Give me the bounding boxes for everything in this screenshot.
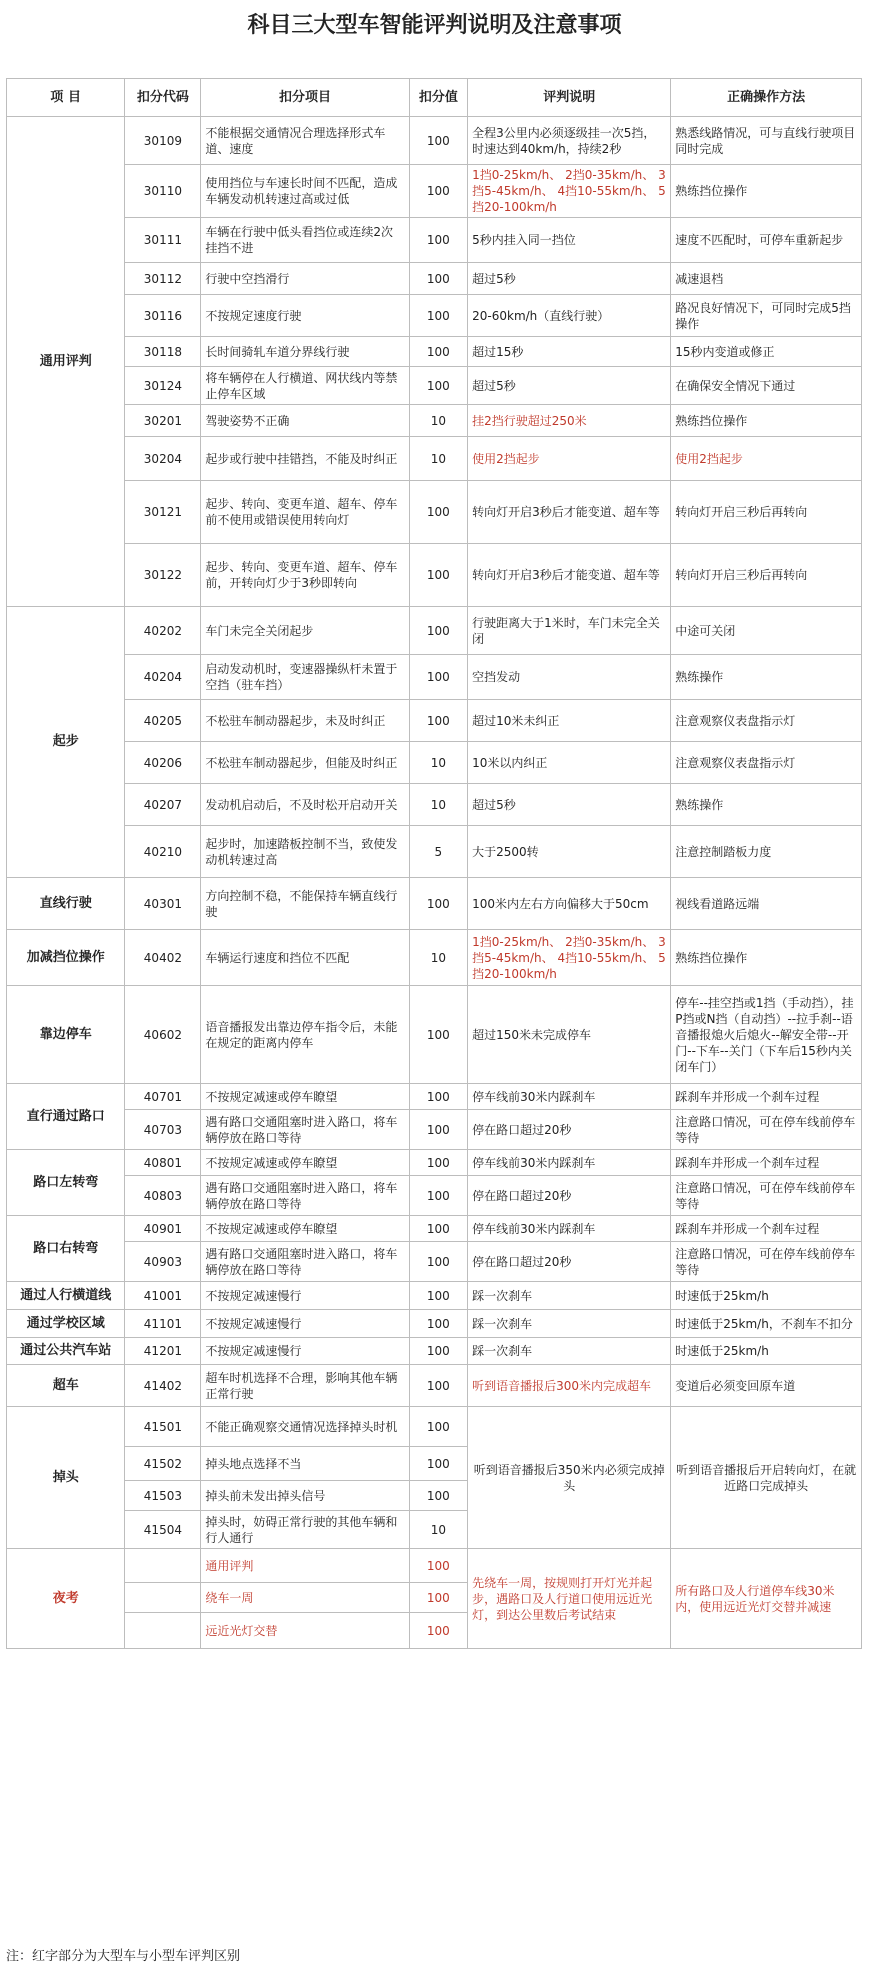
table-row bbox=[7, 165, 862, 218]
score-cell: 100 bbox=[409, 1282, 468, 1310]
method-cell: 视线看道路远端 bbox=[671, 878, 862, 930]
table-row bbox=[7, 405, 862, 437]
deduction-item-cell: 不按规定减速慢行 bbox=[201, 1310, 409, 1338]
score-cell: 100 bbox=[409, 1613, 468, 1649]
category-cell: 通过学校区域 bbox=[7, 1310, 125, 1338]
description-cell: 超过15秒 bbox=[468, 337, 671, 367]
deduction-item-cell: 遇有路口交通阻塞时进入路口，将车辆停放在路口等待 bbox=[201, 1242, 409, 1282]
code-cell: 40210 bbox=[125, 826, 201, 878]
description-cell: 转向灯开启3秒后才能变道、超车等 bbox=[468, 544, 671, 607]
score-cell: 100 bbox=[409, 1447, 468, 1481]
description-cell: 行驶距离大于1米时，车门未完全关闭 bbox=[468, 607, 671, 655]
method-cell: 听到语音播报后开启转向灯，在就近路口完成掉头 bbox=[671, 1407, 862, 1549]
deduction-item-cell: 不按规定减速慢行 bbox=[201, 1338, 409, 1365]
score-cell: 100 bbox=[409, 1365, 468, 1407]
table-row bbox=[7, 986, 862, 1084]
score-cell: 100 bbox=[409, 1481, 468, 1511]
description-cell: 停车线前30米内踩刹车 bbox=[468, 1150, 671, 1176]
deduction-item-cell: 车门未完全关闭起步 bbox=[201, 607, 409, 655]
method-cell: 路况良好情况下，可同时完成5挡操作 bbox=[671, 295, 862, 337]
table-row bbox=[7, 1282, 862, 1310]
description-cell: 转向灯开启3秒后才能变道、超车等 bbox=[468, 481, 671, 544]
method-cell: 使用2挡起步 bbox=[671, 437, 862, 481]
deduction-item-cell: 通用评判 bbox=[201, 1549, 409, 1583]
table-row bbox=[7, 1110, 862, 1150]
score-cell: 100 bbox=[409, 218, 468, 263]
score-cell: 10 bbox=[409, 1511, 468, 1549]
table-row bbox=[7, 930, 862, 986]
method-cell: 转向灯开启三秒后再转向 bbox=[671, 481, 862, 544]
deduction-item-cell: 发动机启动后，不及时松开启动开关 bbox=[201, 784, 409, 826]
category-cell: 靠边停车 bbox=[7, 986, 125, 1084]
score-cell: 100 bbox=[409, 337, 468, 367]
code-cell: 30121 bbox=[125, 481, 201, 544]
code-cell: 40301 bbox=[125, 878, 201, 930]
score-cell: 100 bbox=[409, 1583, 468, 1613]
method-cell: 注意控制踏板力度 bbox=[671, 826, 862, 878]
method-cell: 熟悉线路情况，可与直线行驶项目同时完成 bbox=[671, 117, 862, 165]
table-row bbox=[7, 295, 862, 337]
deduction-item-cell: 掉头前未发出掉头信号 bbox=[201, 1481, 409, 1511]
code-cell: 41201 bbox=[125, 1338, 201, 1365]
page-title: 科目三大型车智能评判说明及注意事项 bbox=[247, 13, 622, 38]
description-cell: 停在路口超过20秒 bbox=[468, 1176, 671, 1216]
description-cell: 停在路口超过20秒 bbox=[468, 1242, 671, 1282]
table-row bbox=[7, 218, 862, 263]
code-cell: 40202 bbox=[125, 607, 201, 655]
code-cell: 41502 bbox=[125, 1447, 201, 1481]
table-row bbox=[7, 481, 862, 544]
table-row bbox=[7, 784, 862, 826]
category-cell: 加减挡位操作 bbox=[7, 930, 125, 986]
score-cell: 100 bbox=[409, 878, 468, 930]
code-cell: 41001 bbox=[125, 1282, 201, 1310]
category-cell: 路口左转弯 bbox=[7, 1150, 125, 1216]
code-cell bbox=[125, 1613, 201, 1649]
judging-table bbox=[6, 78, 862, 1649]
method-cell: 踩刹车并形成一个刹车过程 bbox=[671, 1150, 862, 1176]
description-cell: 超过5秒 bbox=[468, 263, 671, 295]
method-cell: 时速低于25km/h bbox=[671, 1282, 862, 1310]
category-cell: 起步 bbox=[7, 607, 125, 878]
deduction-item-cell: 不按规定减速慢行 bbox=[201, 1282, 409, 1310]
code-cell: 30112 bbox=[125, 263, 201, 295]
table-row bbox=[7, 742, 862, 784]
description-cell: 停在路口超过20秒 bbox=[468, 1110, 671, 1150]
deduction-item-cell: 车辆在行驶中低头看挡位或连续2次挂挡不进 bbox=[201, 218, 409, 263]
deduction-item-cell: 不松驻车制动器起步，但能及时纠正 bbox=[201, 742, 409, 784]
deduction-item-cell: 启动发动机时，变速器操纵杆未置于空挡（驻车挡） bbox=[201, 655, 409, 700]
code-cell: 40803 bbox=[125, 1176, 201, 1216]
method-cell: 注意路口情况，可在停车线前停车等待 bbox=[671, 1176, 862, 1216]
table-row bbox=[7, 878, 862, 930]
description-cell: 1挡0-25km/h、 2挡0-35km/h、 3挡5-45km/h、 4挡10-55km/h、 5挡20-100km/h bbox=[468, 930, 671, 986]
code-cell: 30111 bbox=[125, 218, 201, 263]
description-cell: 停车线前30米内踩刹车 bbox=[468, 1216, 671, 1242]
score-cell: 100 bbox=[409, 986, 468, 1084]
table-row bbox=[7, 700, 862, 742]
method-cell: 变道后必须变回原车道 bbox=[671, 1365, 862, 1407]
score-cell: 10 bbox=[409, 742, 468, 784]
code-cell: 30122 bbox=[125, 544, 201, 607]
score-cell: 5 bbox=[409, 826, 468, 878]
code-cell: 41503 bbox=[125, 1481, 201, 1511]
method-cell: 速度不匹配时，可停车重新起步 bbox=[671, 218, 862, 263]
description-cell: 20-60km/h（直线行驶） bbox=[468, 295, 671, 337]
deduction-item-cell: 遇有路口交通阻塞时进入路口，将车辆停放在路口等待 bbox=[201, 1176, 409, 1216]
deduction-item-cell: 掉头时，妨碍正常行驶的其他车辆和行人通行 bbox=[201, 1511, 409, 1549]
score-cell: 100 bbox=[409, 1150, 468, 1176]
method-cell: 踩刹车并形成一个刹车过程 bbox=[671, 1084, 862, 1110]
table-row bbox=[7, 1310, 862, 1338]
deduction-item-cell: 不能正确观察交通情况选择掉头时机 bbox=[201, 1407, 409, 1447]
code-cell: 40903 bbox=[125, 1242, 201, 1282]
description-cell: 大于2500转 bbox=[468, 826, 671, 878]
deduction-item-cell: 遇有路口交通阻塞时进入路口，将车辆停放在路口等待 bbox=[201, 1110, 409, 1150]
deduction-item-cell: 语音播报发出靠边停车指令后，未能在规定的距离内停车 bbox=[201, 986, 409, 1084]
description-cell: 停车线前30米内踩刹车 bbox=[468, 1084, 671, 1110]
code-cell bbox=[125, 1583, 201, 1613]
table-row bbox=[7, 826, 862, 878]
table-row bbox=[7, 1338, 862, 1365]
method-cell: 转向灯开启三秒后再转向 bbox=[671, 544, 862, 607]
code-cell: 41504 bbox=[125, 1511, 201, 1549]
method-cell: 熟练挡位操作 bbox=[671, 165, 862, 218]
deduction-item-cell: 不松驻车制动器起步，未及时纠正 bbox=[201, 700, 409, 742]
score-cell: 100 bbox=[409, 700, 468, 742]
deduction-item-cell: 驾驶姿势不正确 bbox=[201, 405, 409, 437]
method-cell: 注意观察仪表盘指示灯 bbox=[671, 742, 862, 784]
score-cell: 100 bbox=[409, 544, 468, 607]
description-cell: 挂2挡行驶超过250米 bbox=[468, 405, 671, 437]
table-row bbox=[7, 544, 862, 607]
category-cell: 直行通过路口 bbox=[7, 1084, 125, 1150]
category-cell: 路口右转弯 bbox=[7, 1216, 125, 1282]
score-cell: 100 bbox=[409, 1084, 468, 1110]
deduction-item-cell: 使用挡位与车速长时间不匹配，造成车辆发动机转速过高或过低 bbox=[201, 165, 409, 218]
description-cell: 100米内左右方向偏移大于50cm bbox=[468, 878, 671, 930]
header-score: 扣分值 bbox=[409, 79, 468, 117]
table-body bbox=[7, 117, 862, 1649]
description-cell: 踩一次刹车 bbox=[468, 1310, 671, 1338]
code-cell: 40207 bbox=[125, 784, 201, 826]
category-cell: 通过公共汽车站 bbox=[7, 1338, 125, 1365]
description-cell: 空挡发动 bbox=[468, 655, 671, 700]
header-code: 扣分代码 bbox=[125, 79, 201, 117]
table-row bbox=[7, 367, 862, 405]
code-cell: 40204 bbox=[125, 655, 201, 700]
score-cell: 100 bbox=[409, 367, 468, 405]
deduction-item-cell: 不能根据交通情况合理选择形式车道、速度 bbox=[201, 117, 409, 165]
score-cell: 100 bbox=[409, 295, 468, 337]
method-cell: 停车--挂空挡或1挡（手动挡），挂P挡或N挡（自动挡）--拉手刹--语音播报熄火后熄火--解安全带--开门--下车--关门（下车后15秒内关闭车门） bbox=[671, 986, 862, 1084]
deduction-item-cell: 绕车一周 bbox=[201, 1583, 409, 1613]
score-cell: 10 bbox=[409, 405, 468, 437]
deduction-item-cell: 长时间骑轧车道分界线行驶 bbox=[201, 337, 409, 367]
code-cell: 40801 bbox=[125, 1150, 201, 1176]
method-cell: 注意路口情况，可在停车线前停车等待 bbox=[671, 1110, 862, 1150]
code-cell: 30110 bbox=[125, 165, 201, 218]
table-row bbox=[7, 1365, 862, 1407]
header-method: 正确操作方法 bbox=[671, 79, 862, 117]
score-cell: 100 bbox=[409, 1338, 468, 1365]
code-cell: 40602 bbox=[125, 986, 201, 1084]
table-row bbox=[7, 1150, 862, 1176]
description-cell: 听到语音播报后300米内完成超车 bbox=[468, 1365, 671, 1407]
deduction-item-cell: 将车辆停在人行横道、网状线内等禁止停车区域 bbox=[201, 367, 409, 405]
code-cell: 40703 bbox=[125, 1110, 201, 1150]
score-cell: 100 bbox=[409, 1549, 468, 1583]
description-cell: 超过5秒 bbox=[468, 367, 671, 405]
method-cell: 熟练挡位操作 bbox=[671, 405, 862, 437]
score-cell: 100 bbox=[409, 481, 468, 544]
description-cell: 全程3公里内必须逐级挂一次5挡，时速达到40km/h，持续2秒 bbox=[468, 117, 671, 165]
category-cell: 超车 bbox=[7, 1365, 125, 1407]
header-description: 评判说明 bbox=[468, 79, 671, 117]
score-cell: 100 bbox=[409, 165, 468, 218]
code-cell: 41402 bbox=[125, 1365, 201, 1407]
method-cell: 踩刹车并形成一个刹车过程 bbox=[671, 1216, 862, 1242]
score-cell: 10 bbox=[409, 930, 468, 986]
header-item: 项 目 bbox=[7, 79, 125, 117]
description-cell: 10米以内纠正 bbox=[468, 742, 671, 784]
method-cell: 中途可关闭 bbox=[671, 607, 862, 655]
table-row bbox=[7, 117, 862, 165]
table-row bbox=[7, 1242, 862, 1282]
deduction-item-cell: 起步、转向、变更车道、超车、停车前不使用或错误使用转向灯 bbox=[201, 481, 409, 544]
table-header-row bbox=[7, 79, 862, 117]
code-cell: 30118 bbox=[125, 337, 201, 367]
code-cell: 40701 bbox=[125, 1084, 201, 1110]
method-cell: 熟练操作 bbox=[671, 655, 862, 700]
code-cell bbox=[125, 1549, 201, 1583]
code-cell: 40402 bbox=[125, 930, 201, 986]
code-cell: 30116 bbox=[125, 295, 201, 337]
deduction-item-cell: 起步时，加速踏板控制不当，致使发动机转速过高 bbox=[201, 826, 409, 878]
deduction-item-cell: 不按规定减速或停车瞭望 bbox=[201, 1084, 409, 1110]
deduction-item-cell: 不按规定速度行驶 bbox=[201, 295, 409, 337]
code-cell: 40901 bbox=[125, 1216, 201, 1242]
description-cell: 听到语音播报后350米内必须完成掉头 bbox=[468, 1407, 671, 1549]
code-cell: 40206 bbox=[125, 742, 201, 784]
method-cell: 15秒内变道或修正 bbox=[671, 337, 862, 367]
deduction-item-cell: 车辆运行速度和挡位不匹配 bbox=[201, 930, 409, 986]
deduction-item-cell: 远近光灯交替 bbox=[201, 1613, 409, 1649]
description-cell: 超过5秒 bbox=[468, 784, 671, 826]
score-cell: 100 bbox=[409, 263, 468, 295]
method-cell: 时速低于25km/h，不刹车不扣分 bbox=[671, 1310, 862, 1338]
score-cell: 100 bbox=[409, 607, 468, 655]
category-cell: 通过人行横道线 bbox=[7, 1282, 125, 1310]
description-cell: 踩一次刹车 bbox=[468, 1338, 671, 1365]
table-row bbox=[7, 263, 862, 295]
description-cell: 使用2挡起步 bbox=[468, 437, 671, 481]
table-row bbox=[7, 1407, 862, 1447]
deduction-item-cell: 不按规定减速或停车瞭望 bbox=[201, 1216, 409, 1242]
score-cell: 10 bbox=[409, 784, 468, 826]
score-cell: 100 bbox=[409, 1407, 468, 1447]
code-cell: 41501 bbox=[125, 1407, 201, 1447]
method-cell: 熟练操作 bbox=[671, 784, 862, 826]
table-row bbox=[7, 1216, 862, 1242]
description-cell: 5秒内挂入同一挡位 bbox=[468, 218, 671, 263]
category-cell: 通用评判 bbox=[7, 117, 125, 607]
method-cell: 注意观察仪表盘指示灯 bbox=[671, 700, 862, 742]
score-cell: 10 bbox=[409, 437, 468, 481]
table-row bbox=[7, 1084, 862, 1110]
score-cell: 100 bbox=[409, 117, 468, 165]
table-row bbox=[7, 607, 862, 655]
score-cell: 100 bbox=[409, 1310, 468, 1338]
code-cell: 30201 bbox=[125, 405, 201, 437]
table-row bbox=[7, 1176, 862, 1216]
score-cell: 100 bbox=[409, 1242, 468, 1282]
table-row bbox=[7, 1549, 862, 1583]
deduction-item-cell: 起步、转向、变更车道、超车、停车前，开转向灯少于3秒即转向 bbox=[201, 544, 409, 607]
deduction-item-cell: 方向控制不稳，不能保持车辆直线行驶 bbox=[201, 878, 409, 930]
description-cell: 1挡0-25km/h、 2挡0-35km/h、 3挡5-45km/h、 4挡10-55km/h、 5挡20-100km/h bbox=[468, 165, 671, 218]
footnote: 注：红字部分为大型车与小型车评判区别 bbox=[6, 1949, 241, 1964]
method-cell: 减速退档 bbox=[671, 263, 862, 295]
description-cell: 超过10米未纠正 bbox=[468, 700, 671, 742]
method-cell: 时速低于25km/h bbox=[671, 1338, 862, 1365]
method-cell: 熟练挡位操作 bbox=[671, 930, 862, 986]
code-cell: 41101 bbox=[125, 1310, 201, 1338]
deduction-item-cell: 掉头地点选择不当 bbox=[201, 1447, 409, 1481]
deduction-item-cell: 超车时机选择不合理，影响其他车辆正常行驶 bbox=[201, 1365, 409, 1407]
code-cell: 30124 bbox=[125, 367, 201, 405]
score-cell: 100 bbox=[409, 655, 468, 700]
category-cell: 直线行驶 bbox=[7, 878, 125, 930]
deduction-item-cell: 起步或行驶中挂错挡，不能及时纠正 bbox=[201, 437, 409, 481]
code-cell: 40205 bbox=[125, 700, 201, 742]
method-cell: 所有路口及人行道停车线30米内，使用远近光灯交替并减速 bbox=[671, 1549, 862, 1649]
score-cell: 100 bbox=[409, 1110, 468, 1150]
header-deduction-item: 扣分项目 bbox=[201, 79, 409, 117]
code-cell: 30109 bbox=[125, 117, 201, 165]
category-cell: 夜考 bbox=[7, 1549, 125, 1649]
category-cell: 掉头 bbox=[7, 1407, 125, 1549]
table-row bbox=[7, 337, 862, 367]
code-cell: 30204 bbox=[125, 437, 201, 481]
description-cell: 先绕车一周，按规则打开灯光并起步，遇路口及人行道口使用远近光灯，到达公里数后考试结束 bbox=[468, 1549, 671, 1649]
description-cell: 超过150米未完成停车 bbox=[468, 986, 671, 1084]
method-cell: 在确保安全情况下通过 bbox=[671, 367, 862, 405]
table-row bbox=[7, 655, 862, 700]
table-row bbox=[7, 437, 862, 481]
description-cell: 踩一次刹车 bbox=[468, 1282, 671, 1310]
score-cell: 100 bbox=[409, 1216, 468, 1242]
score-cell: 100 bbox=[409, 1176, 468, 1216]
deduction-item-cell: 行驶中空挡滑行 bbox=[201, 263, 409, 295]
method-cell: 注意路口情况，可在停车线前停车等待 bbox=[671, 1242, 862, 1282]
deduction-item-cell: 不按规定减速或停车瞭望 bbox=[201, 1150, 409, 1176]
